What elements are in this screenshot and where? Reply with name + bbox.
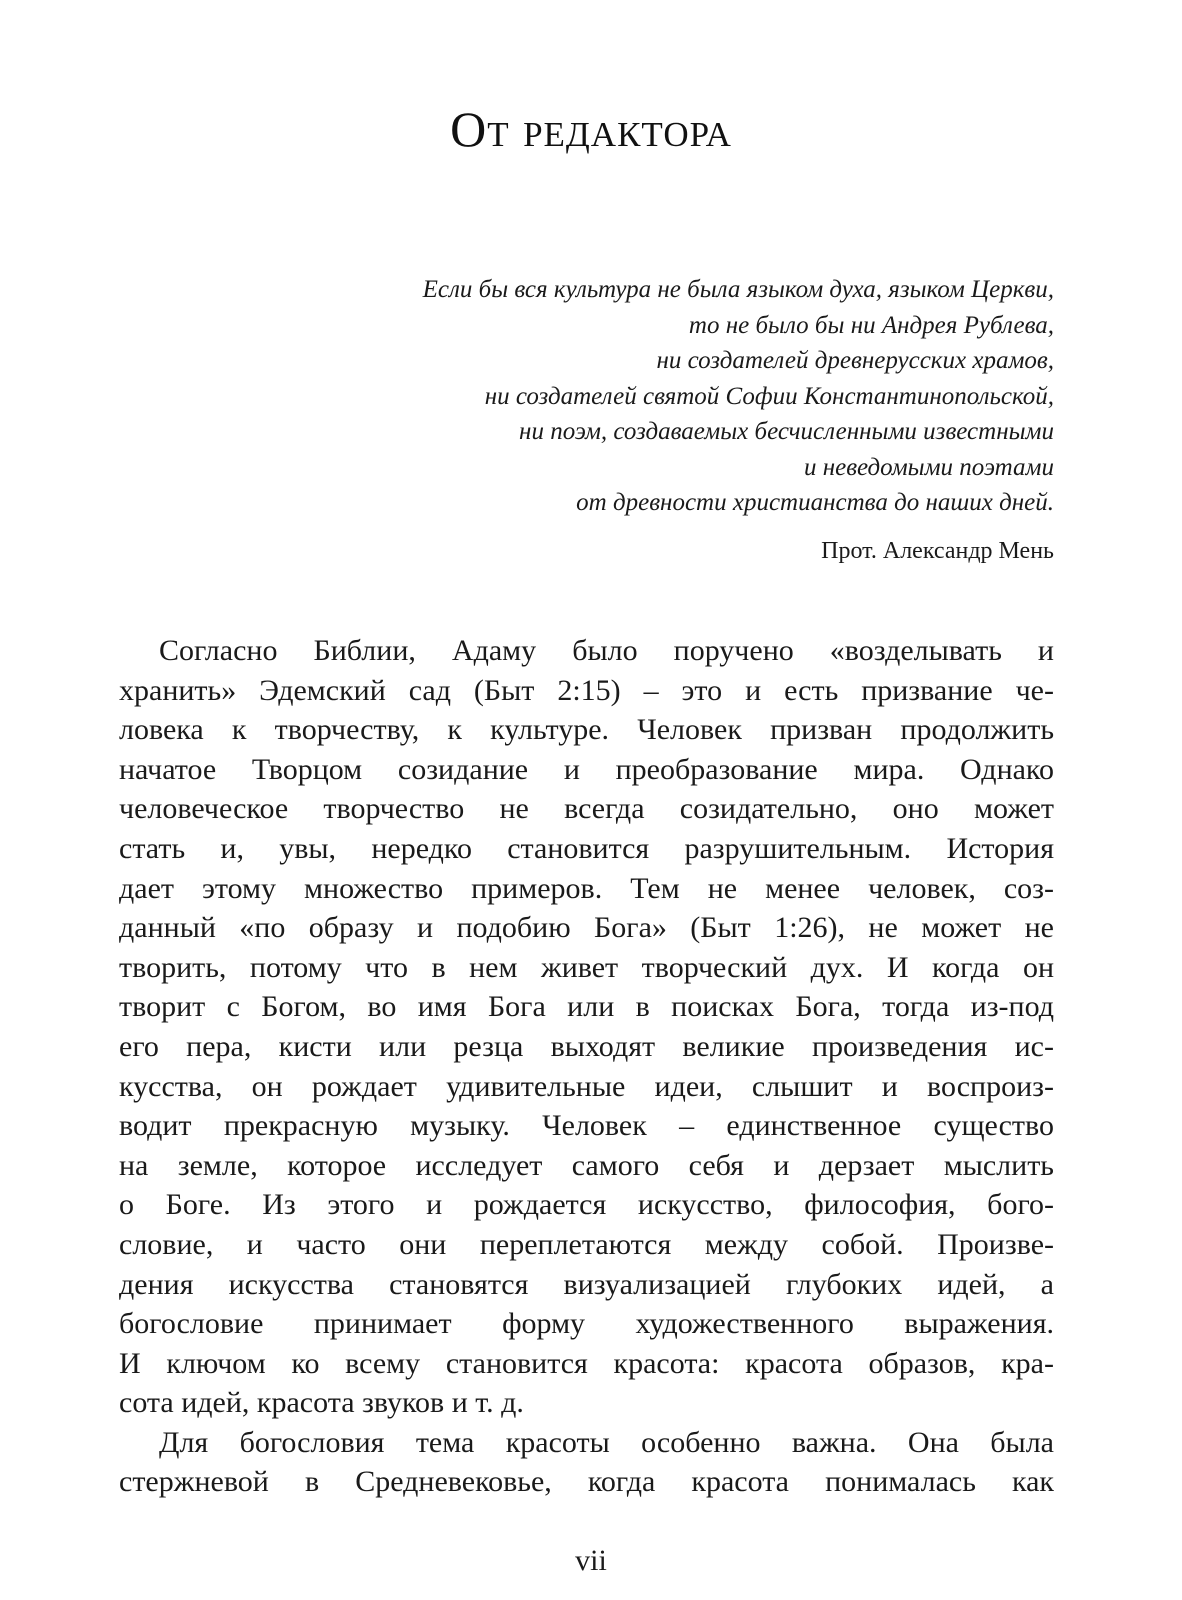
epigraph-line: то не было бы ни Андрея Рублева, — [688, 311, 1054, 339]
body-line: богословие принимает форму художественного выражения. — [119, 1307, 1054, 1341]
body-line: стать и, увы, нередко становится разрушительным. История — [119, 831, 1054, 865]
body-line: хранить» Эдемский сад (Быт 2:15) – это и есть призвание че- — [119, 673, 1054, 707]
epigraph-line: ни поэм, создаваемых бесчисленными известными — [519, 418, 1054, 445]
body-line: о Боге. Из этого и рождается искусство, философия, бого- — [119, 1188, 1054, 1222]
epigraph-line: Если бы вся культура не была языком духа, языком Церкви, — [422, 276, 1054, 303]
body-line: Для богословия тема красоты особенно важна. Она была — [159, 1425, 1054, 1459]
body-line: творит с Богом, во имя Бога или в поисках Бога, тогда из-под — [119, 990, 1054, 1024]
body-line: сота идей, красота звуков и т. д. — [119, 1386, 524, 1420]
body-line: ловека к творчеству, к культуре. Человек призван продолжить — [119, 713, 1054, 747]
body-line: И ключом ко всему становится красота: красота образов, кра- — [119, 1346, 1054, 1380]
body-line: его пера, кисти или резца выходят великие произведения ис- — [119, 1029, 1054, 1063]
body-line: данный «по образу и подобию Бога» (Быт 1:26), не может не — [119, 911, 1054, 945]
body-line: словие, и часто они переплетаются между собой. Произве- — [119, 1227, 1054, 1261]
body-line: кусства, он рождает удивительные идеи, слышит и воспроиз- — [119, 1069, 1054, 1103]
body-line: на земле, которое исследует самого себя и дерзает мыслить — [119, 1148, 1054, 1182]
epigraph-attribution: Прот. Александр Мень — [821, 538, 1054, 564]
body-line: творить, потому что в нем живет творческий дух. И когда он — [119, 950, 1054, 984]
body-text — [119, 631, 1054, 1502]
body-line: дения искусства становятся визуализацией глубоких идей, а — [119, 1267, 1054, 1301]
epigraph — [234, 272, 1054, 521]
epigraph-line: и неведомыми поэтами — [803, 453, 1054, 481]
page-title: От редактора — [450, 101, 732, 157]
body-line: человеческое творчество не всегда созидательно, оно может — [119, 792, 1054, 826]
body-line: водит прекрасную музыку. Человек – единственное существо — [119, 1109, 1054, 1143]
body-line: дает этому множество примеров. Тем не менее человек, соз- — [119, 871, 1054, 905]
epigraph-line: ни создателей древнерусских храмов, — [656, 347, 1054, 374]
epigraph-line: ни создателей святой Софии Константинопольской, — [484, 382, 1054, 410]
body-line: Согласно Библии, Адаму было поручено «возделывать и — [159, 634, 1054, 667]
body-line: начатое Творцом созидание и преобразование мира. Однако — [119, 752, 1054, 786]
body-line: стержневой в Средневековье, когда красота понималась как — [119, 1465, 1054, 1499]
epigraph-line: от древности христианства до наших дней. — [576, 489, 1054, 516]
page-number: vii — [575, 1544, 607, 1577]
